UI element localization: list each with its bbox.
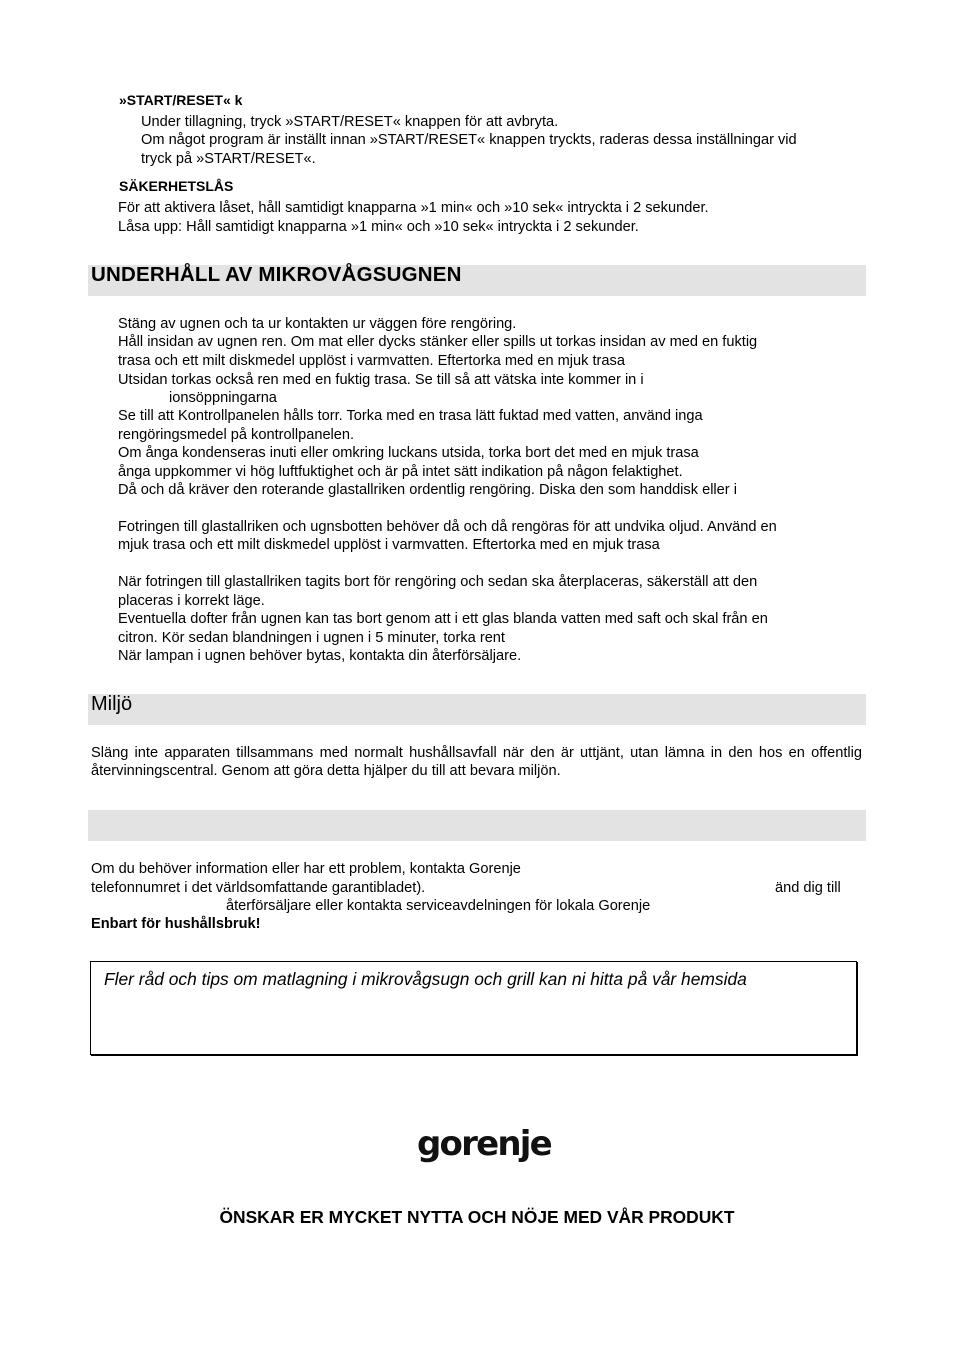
maintenance-line: Se till att Kontrollpanelen hålls torr. Torka med en trasa lätt fuktad med vatten, använd inga	[118, 408, 703, 424]
maintenance-line: Fotringen till glastallriken och ugnsbotten behöver då och då rengöras för att undvika oljud. Använd en	[118, 519, 777, 535]
maintenance-line: Om ånga kondenseras inuti eller omkring luckans utsida, torka bort det med en mjuk trasa	[118, 445, 699, 461]
maintenance-line: citron. Kör sedan blandningen i ugnen i 5 minuter, torka rent	[118, 630, 505, 646]
start-reset-heading: »START/RESET« k	[119, 92, 243, 108]
safety-lock-line: Låsa upp: Håll samtidigt knapparna »1 min« och »10 sek« intryckta i 2 sekunder.	[118, 219, 639, 235]
support-line-fragment: änd dig till	[775, 880, 841, 896]
maintenance-line: När lampan i ugnen behöver bytas, kontakta din återförsäljare.	[118, 648, 522, 664]
maintenance-line: ånga uppkommer vi hög luftfuktighet och är på intet sätt indikation på någon felaktighet.	[118, 464, 683, 480]
maintenance-line: trasa och ett milt diskmedel upplöst i varmvatten. Eftertorka med en mjuk trasa	[118, 353, 625, 369]
maintenance-line: Håll insidan av ugnen ren. Om mat eller dycks stänker eller spills ut torkas insidan av med en fuktig	[118, 334, 758, 350]
maintenance-line: Eventuella dofter från ugnen kan tas bort genom att i ett glas blanda vatten med saft och skal från en	[118, 611, 768, 627]
environment-text: Släng inte apparaten tillsammans med normalt hushållsavfall när den är uttjänt, utan lämna in den hos en offentlig återvinningscentral. Genom att göra detta hjälper du till att bevara miljön.	[91, 745, 862, 780]
maintenance-line: Stäng av ugnen och ta ur kontakten ur väggen före rengöring.	[118, 316, 517, 332]
start-reset-line: tryck på »START/RESET«.	[141, 151, 316, 167]
household-only-note: Enbart för hushållsbruk!	[91, 916, 261, 932]
maintenance-line: mjuk trasa och ett milt diskmedel upplöst i varmvatten. Eftertorka med en mjuk trasa	[118, 537, 660, 553]
start-reset-line: Om något program är inställt innan »START/RESET« knappen tryckts, raderas dessa inställningar vid	[141, 132, 797, 148]
maintenance-line: rengöringsmedel på kontrollpanelen.	[118, 427, 355, 443]
tip-box	[90, 961, 857, 1055]
support-line: återförsäljare eller kontakta serviceavdelningen för lokala Gorenje	[226, 898, 651, 914]
safety-lock-heading: SÄKERHETSLÅS	[119, 178, 234, 194]
support-header-band	[88, 810, 866, 841]
closing-message: ÖNSKAR ER MYCKET NYTTA OCH NÖJE MED VÅR PRODUKT	[219, 1207, 735, 1227]
support-line: telefonnumret i det världsomfattande garantibladet).	[91, 880, 426, 896]
start-reset-line: Under tillagning, tryck »START/RESET« knappen för att avbryta.	[141, 114, 559, 130]
maintenance-line: Utsidan torkas också ren med en fuktig trasa. Se till så att vätska inte kommer in i	[118, 372, 644, 388]
environment-header-band	[88, 694, 866, 725]
maintenance-title: UNDERHÅLL AV MIKROVÅGSUGNEN	[91, 263, 462, 286]
maintenance-line: När fotringen till glastallriken tagits bort för rengöring och sedan ska återplaceras, säkerställ att den	[118, 574, 758, 590]
tip-text: Fler råd och tips om matlagning i mikrovågsugn och grill kan ni hitta på vår hemsida	[104, 969, 747, 989]
gorenje-logo: gorenje	[417, 1124, 551, 1164]
maintenance-line: ionsöppningarna	[169, 390, 277, 406]
support-line: Om du behöver information eller har ett problem, kontakta Gorenje	[91, 861, 521, 877]
maintenance-line: Då och då kräver den roterande glastallriken ordentlig rengöring. Diska den som handdisk eller i	[118, 482, 737, 498]
environment-title: Miljö	[91, 693, 133, 715]
maintenance-line: placeras i korrekt läge.	[118, 593, 265, 609]
safety-lock-line: För att aktivera låset, håll samtidigt knapparna »1 min« och »10 sek« intryckta i 2 sekunder.	[118, 200, 709, 216]
